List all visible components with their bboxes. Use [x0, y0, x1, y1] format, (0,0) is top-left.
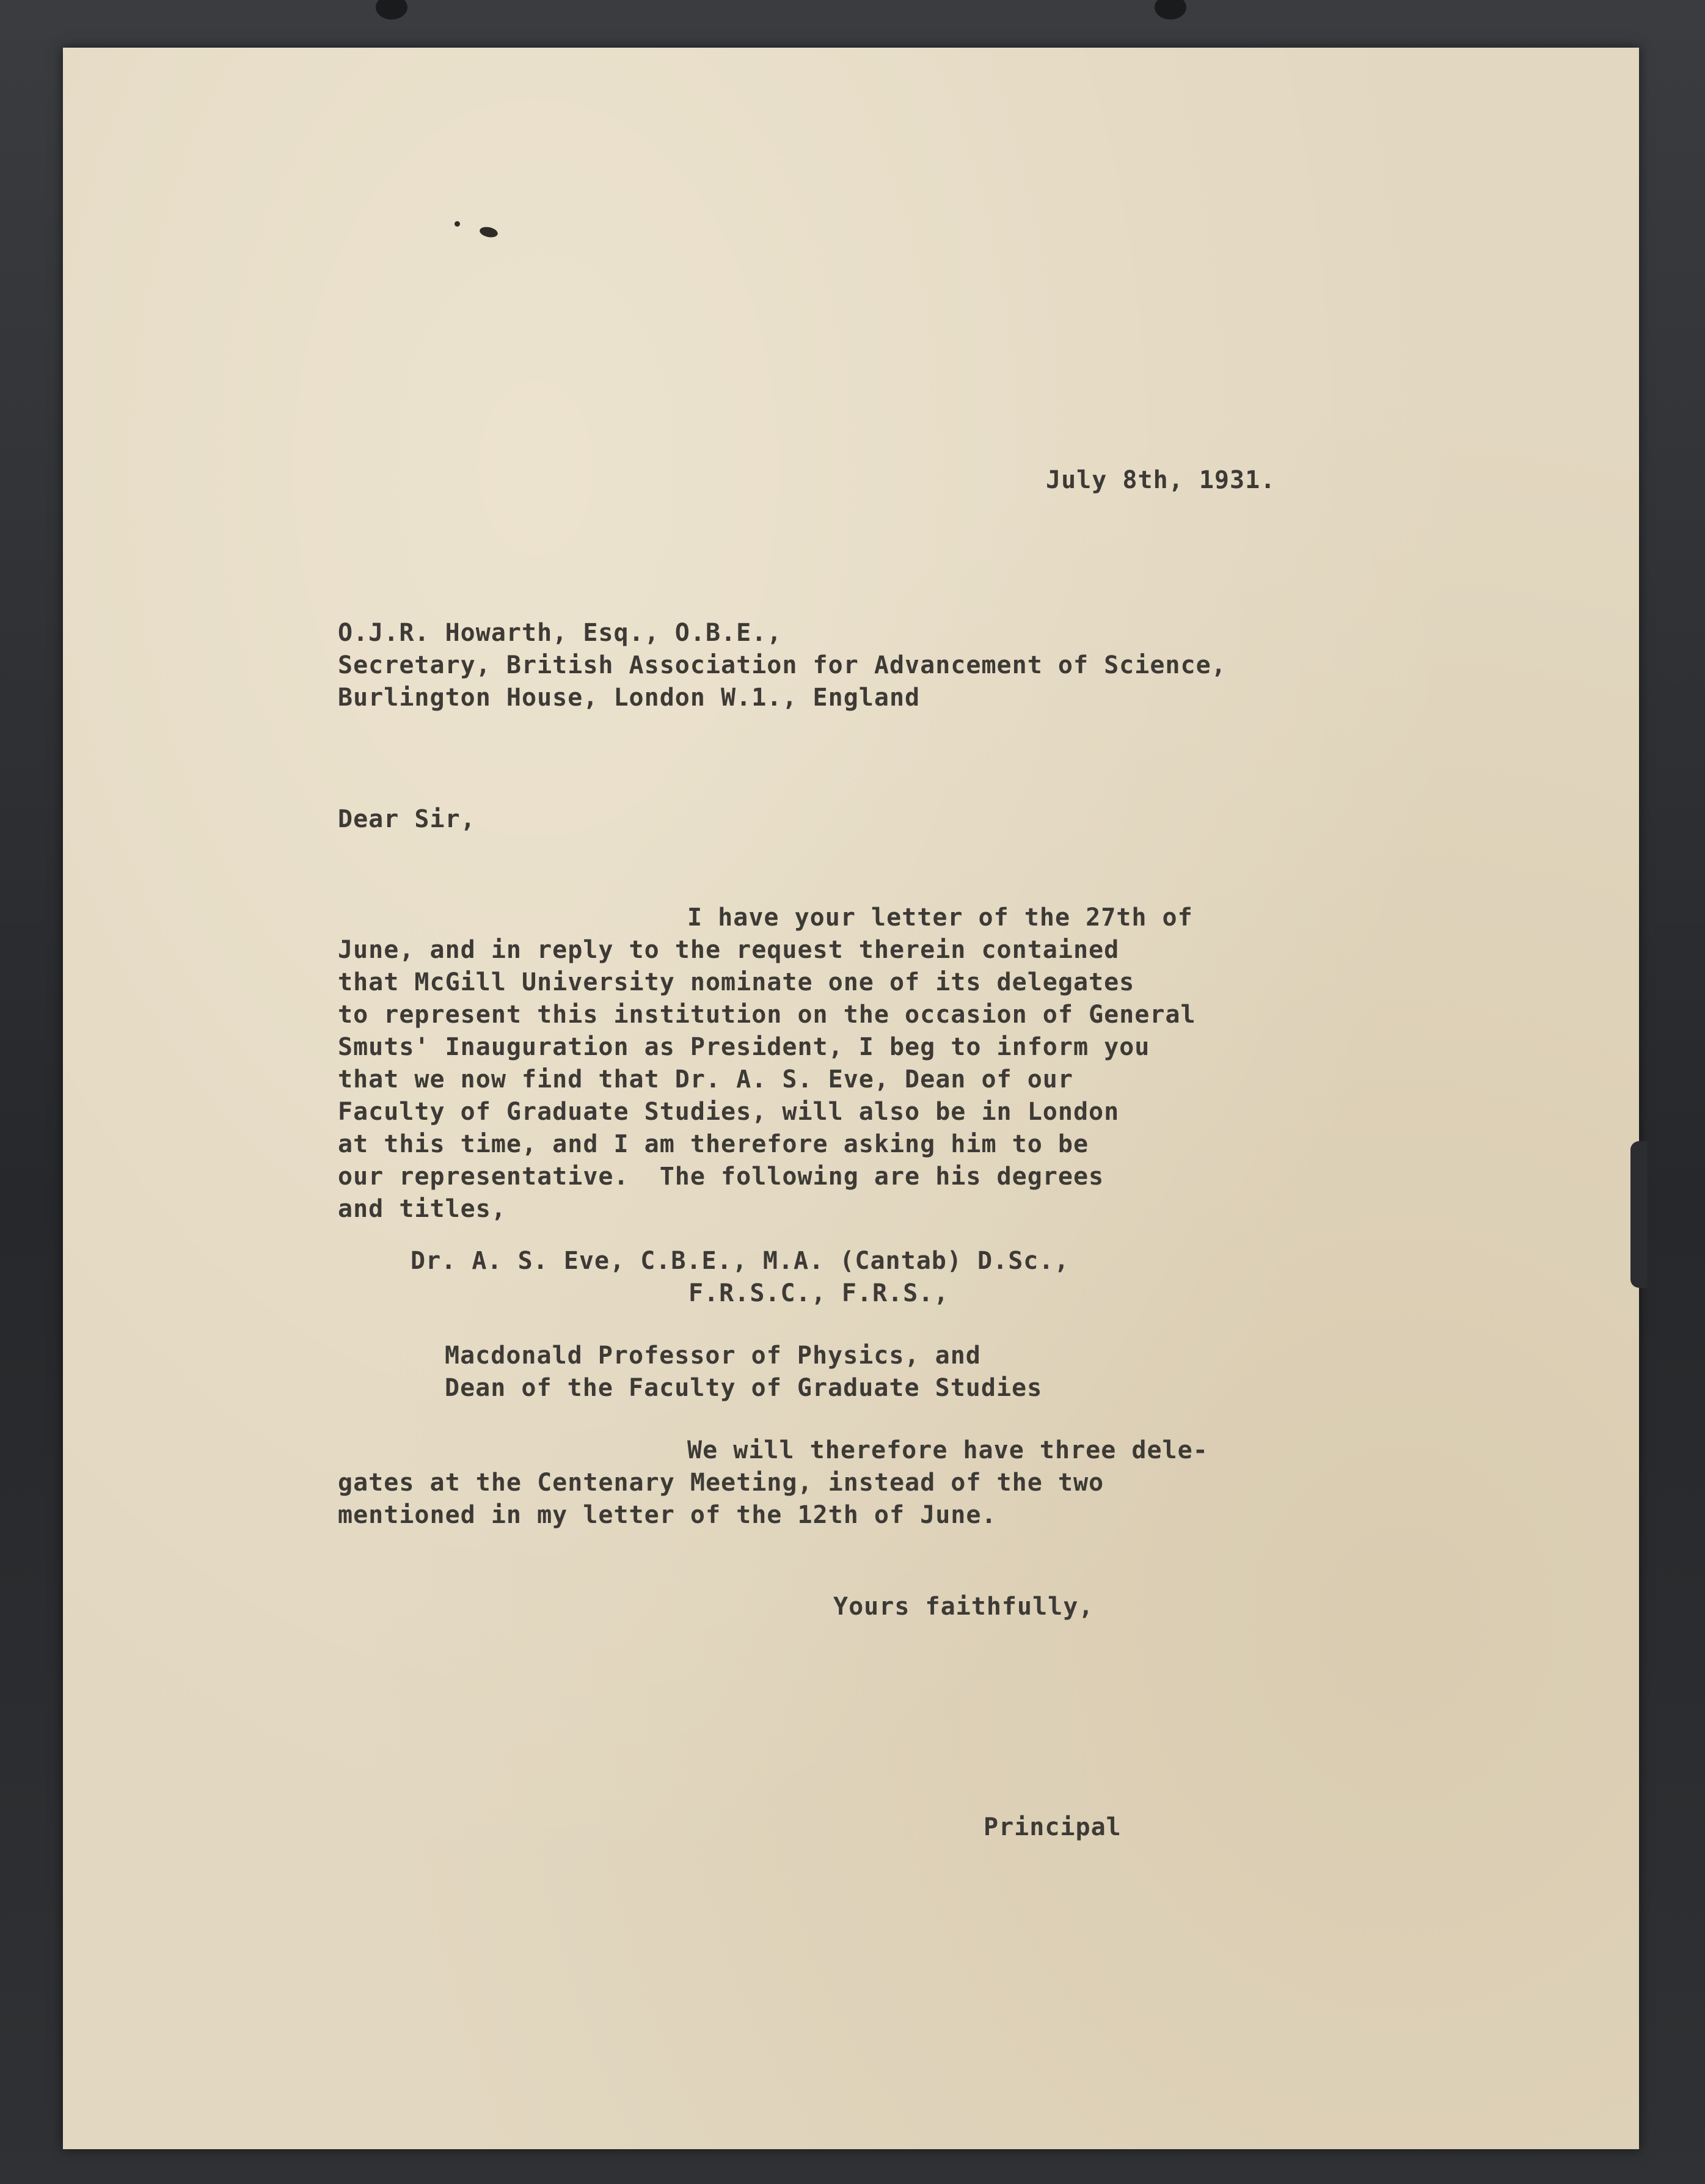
- body-line: at this time, and I am therefore asking him to be: [338, 1130, 1089, 1158]
- title-line: Macdonald Professor of Physics, and: [445, 1342, 981, 1370]
- body-line: Smuts' Inauguration as President, I beg to inform you: [338, 1033, 1150, 1061]
- title-line: Dean of the Faculty of Graduate Studies: [445, 1374, 1043, 1402]
- body-line: that McGill University nominate one of its delegates: [338, 968, 1135, 996]
- salutation: Dear Sir,: [338, 805, 476, 833]
- ink-mark: [455, 221, 460, 227]
- complimentary-close: Yours faithfully,: [833, 1593, 1094, 1621]
- recipient-line: Secretary, British Association for Advancement of Science,: [338, 651, 1227, 679]
- letter-date: July 8th, 1931.: [1046, 466, 1276, 494]
- body-line: to represent this institution on the occasion of General: [338, 1001, 1196, 1029]
- degrees-line: Dr. A. S. Eve, C.B.E., M.A. (Cantab) D.Sc.,: [411, 1247, 1070, 1275]
- body-line: that we now find that Dr. A. S. Eve, Dean of our: [338, 1065, 1073, 1094]
- body-line: Faculty of Graduate Studies, will also be in London: [338, 1098, 1120, 1126]
- body-line: We will therefore have three dele-: [687, 1436, 1208, 1464]
- body-line: gates at the Centenary Meeting, instead of the two: [338, 1469, 1104, 1497]
- body-line: our representative. The following are his degrees: [338, 1163, 1104, 1191]
- body-line: and titles,: [338, 1195, 506, 1223]
- signature-title: Principal: [984, 1813, 1122, 1841]
- body-line: I have your letter of the 27th of: [687, 904, 1193, 932]
- body-line: June, and in reply to the request therein contained: [338, 936, 1120, 964]
- recipient-line: O.J.R. Howarth, Esq., O.B.E.,: [338, 619, 783, 647]
- torn-edge: [1630, 1141, 1648, 1288]
- degrees-line: F.R.S.C., F.R.S.,: [688, 1279, 949, 1307]
- recipient-line: Burlington House, London W.1., England: [338, 684, 921, 712]
- body-line: mentioned in my letter of the 12th of June.: [338, 1501, 997, 1529]
